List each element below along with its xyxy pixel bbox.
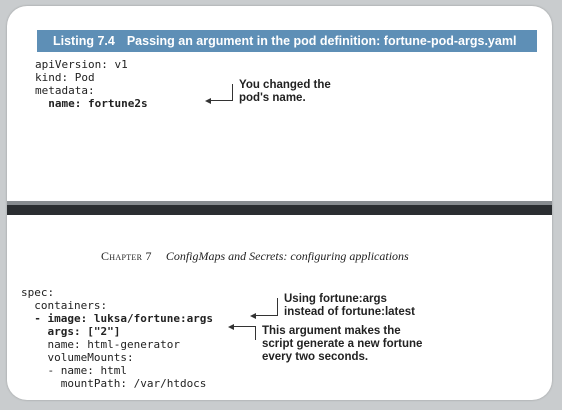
- code-line: volumeMounts:: [21, 351, 134, 364]
- document-page: [7, 6, 552, 400]
- annotation-args: This argument makes the script generate a new fortune every two seconds.: [262, 325, 423, 363]
- code-line-image: - image: luksa/fortune:args: [21, 312, 214, 325]
- code-line: - name: html: [21, 364, 127, 377]
- callout-line: [211, 100, 233, 101]
- annotation-pod-name: You changed the pod's name.: [239, 79, 331, 104]
- code-line: spec:: [21, 286, 55, 299]
- code-line: kind: Pod: [35, 71, 95, 84]
- code-line: containers:: [21, 299, 108, 312]
- code-line: name: html-generator: [21, 338, 180, 351]
- code-line: mountPath: /var/htdocs: [21, 377, 207, 390]
- code-block-bottom: [21, 286, 213, 390]
- code-block-top: [35, 58, 148, 110]
- code-line-args: args: ["2"]: [21, 325, 121, 338]
- annotation-image: Using fortune:args instead of fortune:latest: [284, 293, 415, 318]
- code-line: apiVersion: v1: [35, 58, 128, 71]
- listing-number: Listing 7.4: [53, 34, 115, 48]
- listing-title: Passing an argument in the pod definition: fortune-pod-args.yaml: [126, 34, 517, 48]
- code-line: metadata:: [35, 84, 95, 97]
- callout-line: [256, 315, 278, 316]
- listing-caption-bar: [37, 30, 537, 52]
- page-header: [101, 249, 409, 264]
- callout-line: [234, 326, 256, 327]
- chapter-label: Chapter 7: [101, 249, 152, 263]
- chapter-title: ConfigMaps and Secrets: configuring applications: [165, 249, 409, 263]
- callout-line: [255, 326, 256, 340]
- callout-line: [277, 298, 278, 316]
- page-break: [7, 205, 552, 215]
- callout-line: [232, 84, 233, 101]
- code-line-pod-name: name: fortune2s: [35, 97, 148, 110]
